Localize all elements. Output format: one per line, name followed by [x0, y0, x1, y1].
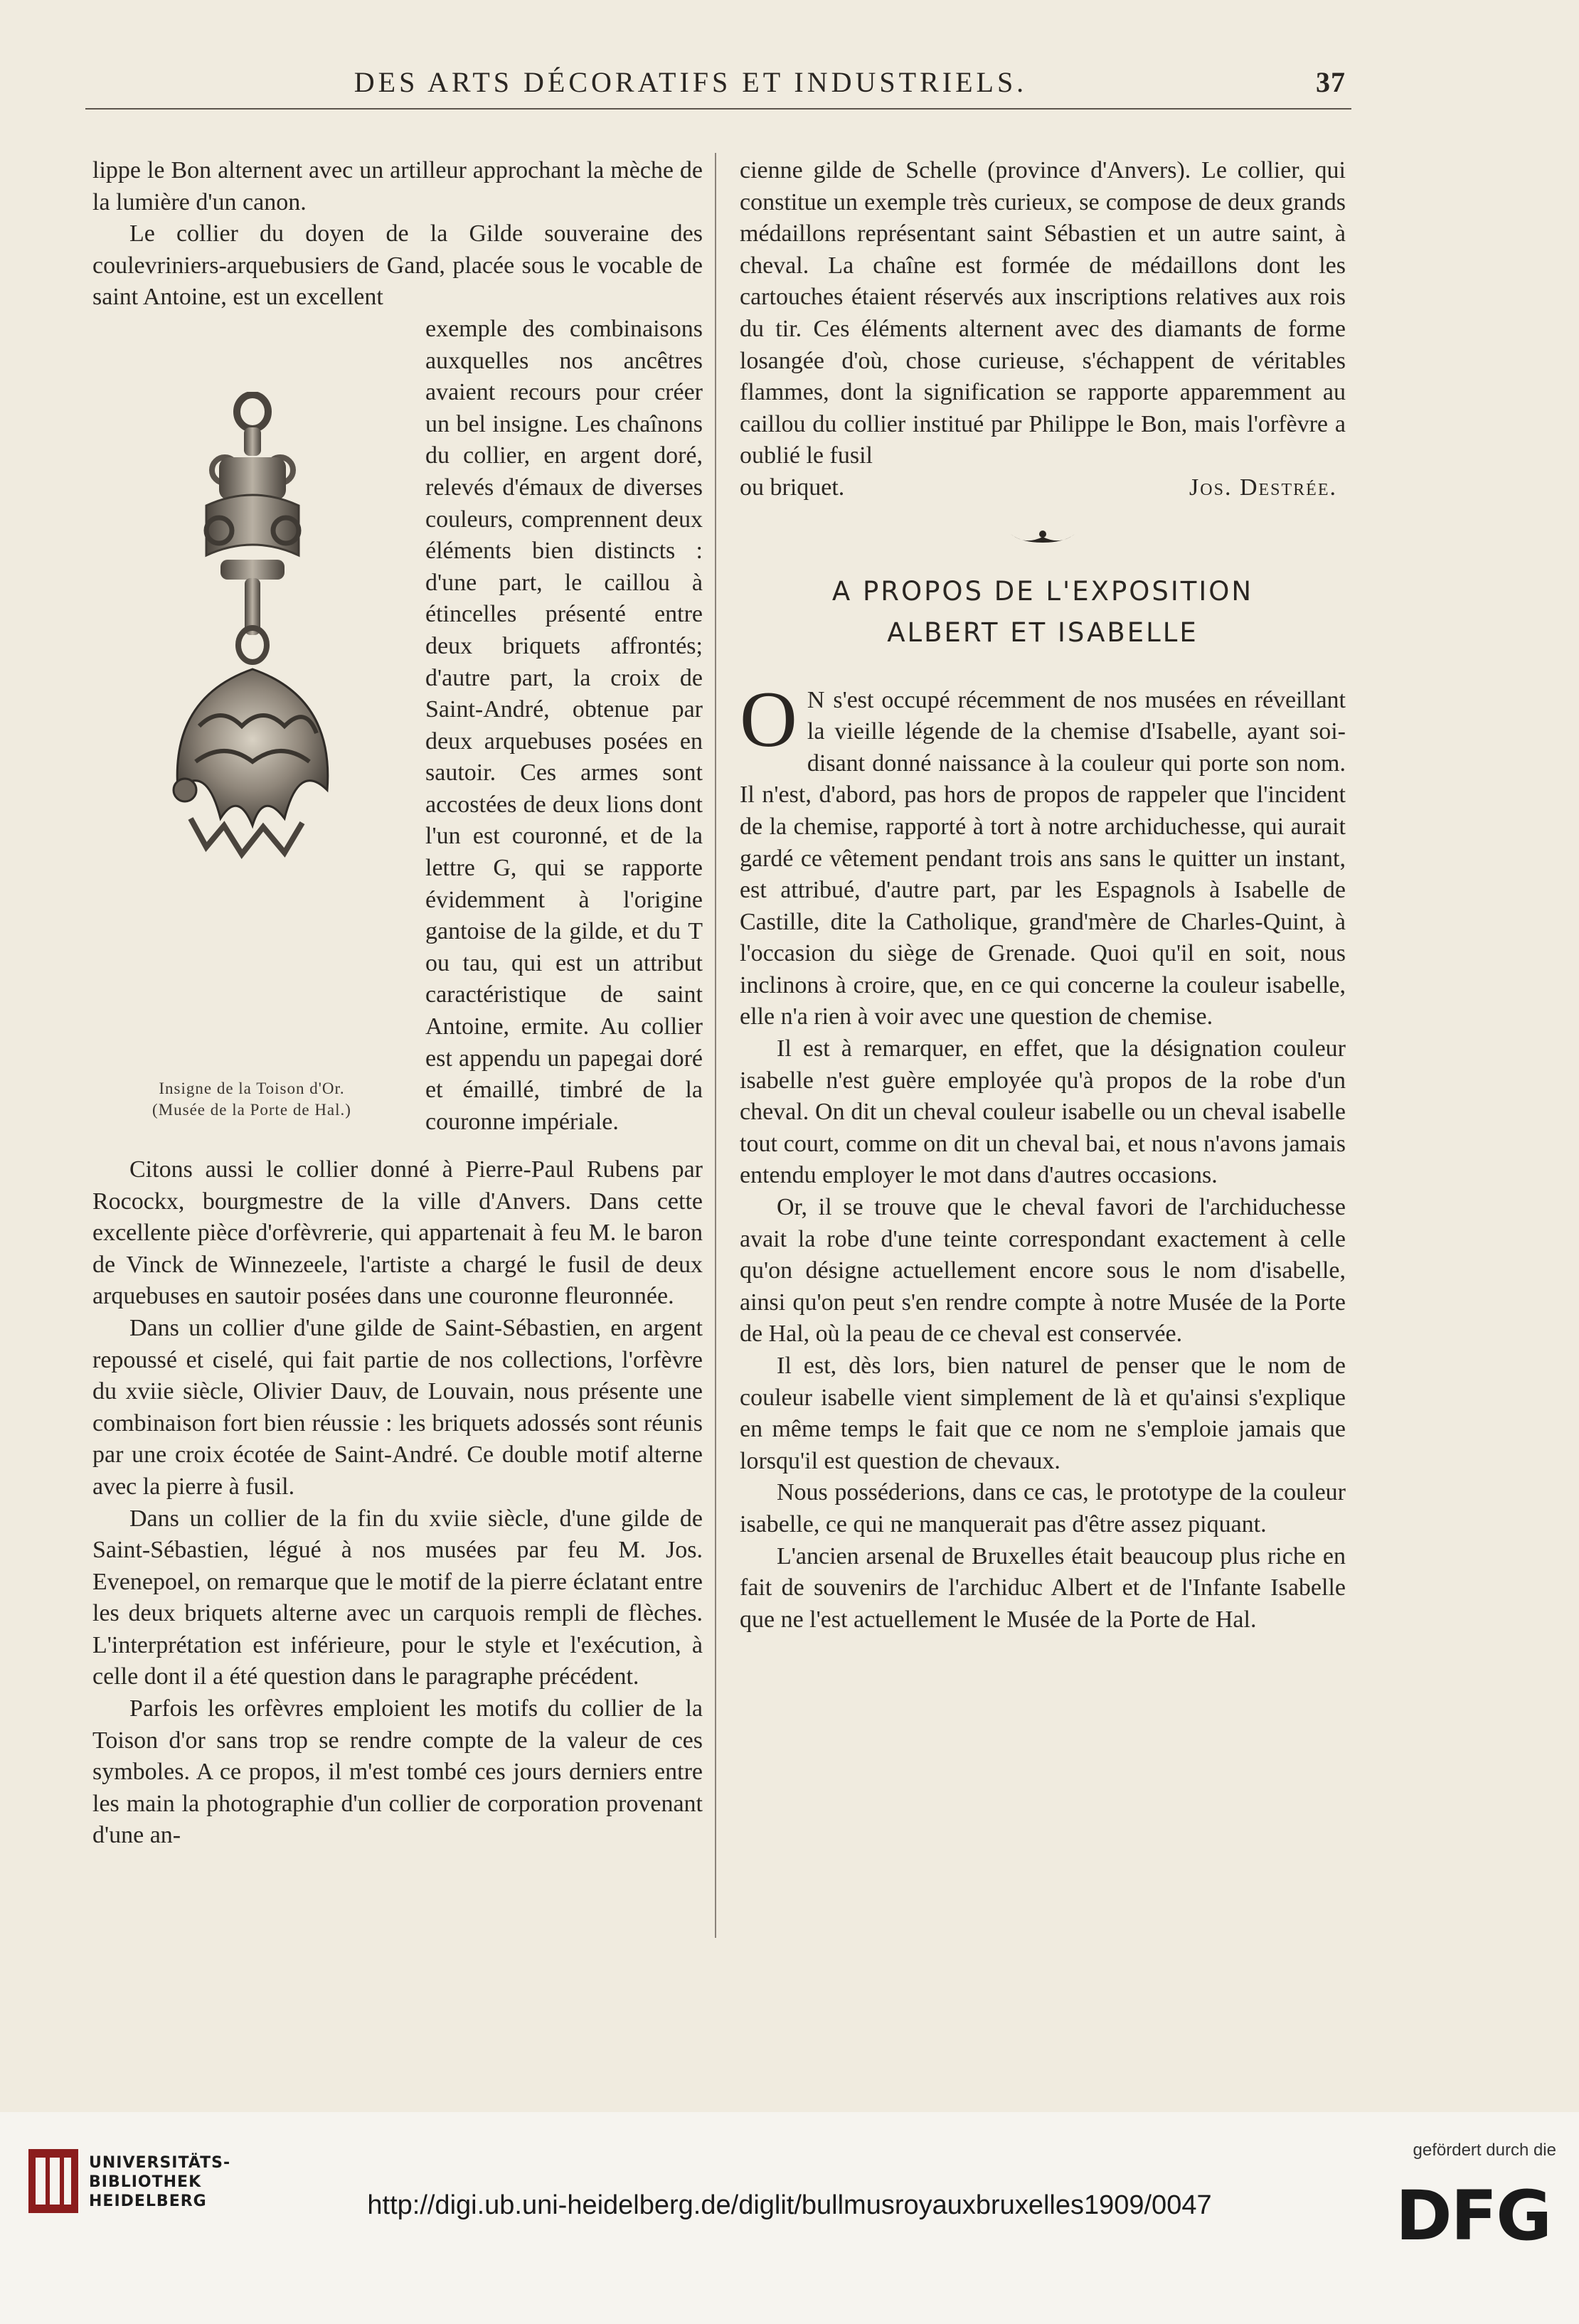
left-paragraph-2-continued: exemple des combinaisons auxquelles nos ancêtres avaient recours pour créer un bel insigne. Les chaînons du collier, en argent doré, relevés d'émaux de diverses couleurs, comprennent deux éléments bien distincts : d'une part, le caillou à étincelles présenté entre deux briquets affrontés; d'autre part, la croix de Saint-André, obtenue par deux arquebuses posées en sautoir. Ces armes sont accostées de deux lions dont l'un est couronné, et de la lettre G, qui se rapporte évidemment à l'origine gantoise de la gilde, et du T ou tau, qui est un attribut caractéristique de saint Antoine, ermite. Au collier est appendu un papegai doré et émaillé, timbré de la couronne impériale.	[425, 315, 703, 1135]
right-paragraph-7: L'ancien arsenal de Bruxelles était beaucoup plus riche en fait de souvenirs de l'archiduc Albert et de l'Infante Isabelle que ne l'est actuellement le Musée de la Porte de Hal.	[740, 1542, 1346, 1633]
left-paragraph-3: Citons aussi le collier donné à Pierre-Paul Rubens par Rocockx, bourgmestre de la ville d'Anvers. Dans cette excellente pièce d'orfèvrerie, qui appartenait à feu M. le baron de Vinck de Winnezeele, l'artiste a chargé le fusil de deux arquebuses en sautoir posées dans une couronne fleuronnée.	[92, 1156, 703, 1310]
drop-cap: O	[740, 675, 797, 764]
left-paragraph-2-intro	[92, 218, 703, 314]
right-paragraph-2	[740, 675, 1346, 1034]
author-signature: Jos. Destrée.	[1189, 474, 1337, 501]
signature-line	[740, 472, 1346, 504]
column-rule	[715, 153, 716, 1938]
left-paragraph-2-text: Le collier du doyen de la Gilde souveraine des coulevriniers-arquebusiers de Gand, placée sous le vocable de saint Antoine, est un excellent	[92, 220, 703, 311]
right-paragraph-1: cienne gilde de Schelle (province d'Anvers). Le collier, qui constitue un exemple très curieux, se compose de deux grands médaillons représentant saint Sébastien et un autre saint, à cheval. La chaîne est formée de médaillons dont les cartouches étaient réservés aux inscriptions relatives aux rois du tir. Ces éléments alternent avec des diamants de forme losangée d'où, chose curieuse, s'échappent de véritables flammes, dont la signification se rapporte apparemment au caillou du collier institué par Philippe le Bon, mais l'orfèvre a oublié le fusil	[740, 157, 1346, 469]
library-line-2: BIBLIOTHEK	[89, 2173, 202, 2191]
left-paragraph-4: Dans un collier d'une gilde de Saint-Sébastien, en argent repoussé et ciselé, qui fait partie de nos collections, l'orfèvre du xviie siècle, Olivier Dauv, de Louvain, nous présente une combinaison fort bien réussie : les briquets adossés sont réunis par une croix écotée de Saint-André. Ce double motif alterne avec la pierre à fusil.	[92, 1314, 703, 1500]
figure-insignia	[92, 314, 411, 1154]
library-line-1: UNIVERSITÄTS-	[89, 2154, 231, 2172]
section-ornament	[740, 524, 1346, 545]
left-column	[92, 155, 703, 1852]
page-number: 37	[1316, 66, 1346, 98]
source-url-link[interactable]: http://digi.ub.uni-heidelberg.de/diglit/bullmusroyauxbruxelles1909/0047	[367, 2190, 1212, 2220]
figure-caption	[92, 1078, 411, 1121]
funding-note: gefördert durch die	[1413, 2141, 1556, 2160]
library-line-3: HEIDELBERG	[89, 2192, 207, 2210]
running-head	[92, 65, 1346, 105]
right-paragraph-6: Nous posséderions, dans ce cas, le prototype de la couleur isabelle, ce qui ne manquerait pas d'être assez piquant.	[740, 1479, 1346, 1537]
right-paragraph-3: Il est à remarquer, en effet, que la désignation couleur isabelle n'est guère employée qu'à propos de la robe d'un cheval. On dit un cheval couleur isabelle ou un cheval isabelle tout court, comme on dit un cheval bai, et nous n'avons jamais entendu employer le mot dans d'autres occasions.	[740, 1035, 1346, 1189]
drop-cap-rest: N	[807, 686, 826, 713]
dfg-logo: DFG	[1395, 2176, 1551, 2256]
article-heading	[740, 571, 1346, 654]
left-paragraph-5: Dans un collier de la fin du xviie siècle, d'une gilde de Saint-Sébastien, légué à nos musées par feu M. Jos. Evenepoel, on remarque que le motif de la pierre éclatant entre les deux briquets alterne avec un carquois rempli de flèches. L'interprétation est inférieure, pour le style et l'exécution, à celle dont il a été question dans le paragraphe précédent.	[92, 1505, 703, 1690]
right-paragraph-5: Il est, dès lors, bien naturel de penser que le nom de couleur isabelle vient simplement de là et qu'ainsi s'explique en même temps le fait que ce nom ne s'emploie jamais que lorsqu'il est question de chevaux.	[740, 1353, 1346, 1474]
heading-line-2: ALBERT ET ISABELLE	[887, 617, 1198, 648]
caption-line-2: (Musée de la Porte de Hal.)	[152, 1100, 351, 1119]
right-paragraph-1-end: ou briquet.	[740, 474, 845, 501]
heading-line-1: A PROPOS DE L'EXPOSITION	[831, 575, 1254, 607]
left-paragraph-6: Parfois les orfèvres emploient les motifs du collier de la Toison d'or sans trop se rendre compte de la valeur de ces symboles. A ce propos, il m'est tombé ces jours derniers entre les main la photographie d'un collier de corporation provenant d'une an-	[92, 1695, 703, 1849]
pendant-insignia-icon	[156, 392, 349, 961]
running-title: DES ARTS DÉCORATIFS ET INDUSTRIELS.	[353, 66, 1028, 98]
right-paragraph-2-text: s'est occupé récemment de nos musées en réveillant la vieille légende de la chemise d'Isabelle, ayant soi-disant donné naissance à la couleur qui porte son nom. Il n'est, d'abord, pas hors de propos de rappeler que l'incident de la chemise, rapporté à tort à notre archiduchesse, qui aurait gardé ce vêtement pendant trois ans sans le quitter un instant, est attribué, d'autre part, par les Espagnols à Isabelle de Castille, dite la Catholique, grand'mère de Charles-Quint, à l'occasion du siège de Grenade. Quoi qu'il en soit, nous inclinons à croire, que, en ce qui concerne la couleur isabelle, elle n'a rien à voir avec une question de chemise.	[740, 686, 1346, 1030]
digitization-footer	[0, 2112, 1579, 2324]
fleuron-ornament-icon	[1007, 527, 1078, 547]
right-paragraph-4: Or, il se trouve que le cheval favori de l'archiduchesse avait la robe d'une teinte correspondant exactement à celle qu'on désigne actuellement encore sous le nom d'isabelle, ainsi qu'on peut s'en rendre compte à notre Musée de la Porte de Hal, où la peau de ce cheval est conservée.	[740, 1194, 1346, 1348]
left-paragraph-1: lippe le Bon alternent avec un artilleur approchant la mèche de la lumière d'un canon.	[92, 157, 703, 215]
right-column	[740, 155, 1346, 1636]
header-rule	[85, 108, 1351, 110]
caption-line-1: Insigne de la Toison d'Or.	[159, 1079, 345, 1097]
